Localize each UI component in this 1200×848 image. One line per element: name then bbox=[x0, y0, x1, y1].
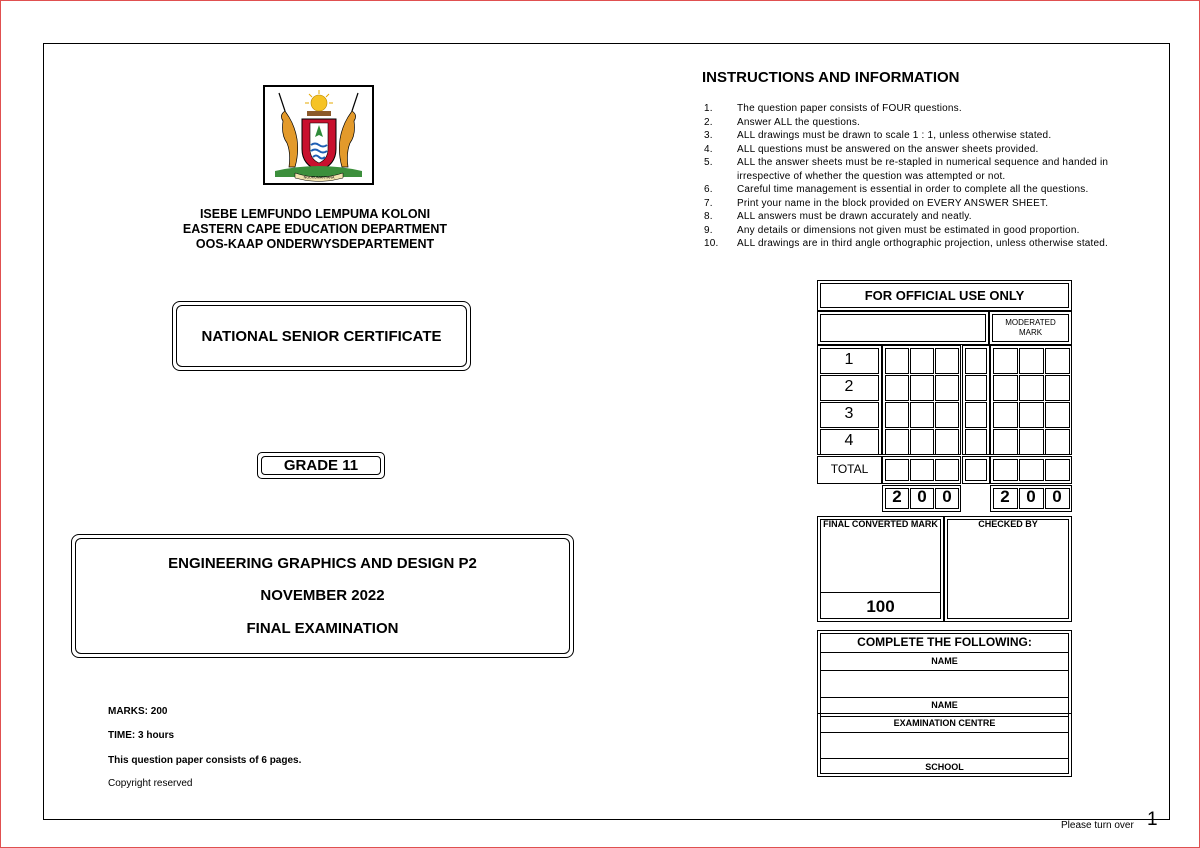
exam-time: TIME: 3 hours bbox=[108, 730, 175, 741]
moderated-digit-cell bbox=[1045, 375, 1070, 401]
instruction-item bbox=[704, 224, 1144, 238]
exam-date: NOVEMBER 2022 bbox=[260, 587, 385, 605]
mark-digit-cell bbox=[885, 429, 909, 455]
instruction-text: ALL the answer sheets must be re-stapled in numerical sequence and handed in irrespective of whether the question was attempted or not. bbox=[737, 157, 1109, 182]
question-number: 1 bbox=[844, 351, 854, 368]
exam-type: FINAL EXAMINATION bbox=[246, 620, 399, 638]
moderated-mark-label: MODERATED MARK bbox=[1005, 318, 1056, 337]
name-label-2: NAME bbox=[931, 700, 958, 710]
total-moderated-digit-cell bbox=[1019, 459, 1044, 481]
max-moderated-digit: 0 bbox=[1052, 487, 1062, 506]
instruction-item bbox=[704, 116, 1144, 130]
name-label-1: NAME bbox=[931, 656, 958, 666]
instruction-number: 2. bbox=[704, 116, 713, 128]
total-digit-cell bbox=[935, 459, 959, 481]
divider bbox=[820, 758, 1069, 759]
divider bbox=[820, 732, 1069, 733]
total-moderated-digit-cell bbox=[1045, 459, 1070, 481]
instruction-number: 4. bbox=[704, 143, 713, 155]
max-mark-digit: 2 bbox=[892, 487, 902, 506]
copyright: Copyright reserved bbox=[108, 778, 193, 789]
total-initials-cell bbox=[965, 459, 987, 481]
mark-digit-cell bbox=[910, 429, 934, 455]
moderated-digit-cell bbox=[993, 375, 1018, 401]
mark-digit-cell bbox=[935, 402, 959, 428]
total-digit-cell bbox=[885, 459, 909, 481]
complete-following-title: COMPLETE THE FOLLOWING: bbox=[857, 635, 1032, 649]
total-label: TOTAL bbox=[830, 462, 869, 476]
instruction-item bbox=[704, 102, 1144, 116]
instructions-title: INSTRUCTIONS AND INFORMATION bbox=[702, 69, 960, 86]
mark-digit-cell bbox=[885, 375, 909, 401]
final-converted-divider bbox=[820, 592, 941, 593]
final-converted-label: FINAL CONVERTED MARK bbox=[823, 519, 938, 529]
question-number: 3 bbox=[844, 405, 854, 422]
instruction-text: Any details or dimensions not given must be estimated in good proportion. bbox=[737, 224, 1080, 236]
instruction-number: 7. bbox=[704, 197, 713, 209]
instruction-text: ALL drawings must be drawn to scale 1 : 1, unless otherwise stated. bbox=[737, 130, 1052, 141]
department-block bbox=[160, 207, 470, 252]
certificate-title: NATIONAL SENIOR CERTIFICATE bbox=[201, 327, 442, 345]
mark-digit-cell bbox=[885, 348, 909, 374]
initials-cell bbox=[965, 402, 987, 428]
total-moderated-digit-cell bbox=[993, 459, 1018, 481]
max-mark-digit: 0 bbox=[917, 487, 927, 506]
moderated-digit-cell bbox=[1019, 348, 1044, 374]
divider bbox=[820, 697, 1069, 698]
mark-digit-cell bbox=[935, 429, 959, 455]
mark-digit-cell bbox=[935, 375, 959, 401]
marks-total: MARKS: 200 bbox=[108, 706, 168, 717]
eastern-cape-coat-of-arms bbox=[263, 85, 374, 185]
mark-digit-cell bbox=[910, 348, 934, 374]
moderated-digit-cell bbox=[993, 348, 1018, 374]
instruction-number: 3. bbox=[704, 130, 713, 141]
instructions-list bbox=[704, 102, 1144, 251]
question-number: 4 bbox=[844, 432, 854, 449]
exam-centre-label: EXAMINATION CENTRE bbox=[893, 718, 996, 728]
grade-label: GRADE 11 bbox=[283, 457, 359, 474]
instruction-item bbox=[704, 143, 1144, 157]
instruction-item bbox=[704, 183, 1144, 197]
instruction-item bbox=[704, 210, 1144, 224]
instruction-text: ALL answers must be drawn accurately and neatly. bbox=[737, 211, 972, 222]
moderated-digit-cell bbox=[1045, 429, 1070, 455]
instruction-item bbox=[704, 237, 1144, 251]
instruction-text: Print your name in the block provided on EVERY ANSWER SHEET. bbox=[737, 197, 1049, 209]
subject-box bbox=[71, 534, 574, 658]
page-number: 1 bbox=[1147, 809, 1158, 830]
school-label: SCHOOL bbox=[925, 762, 964, 772]
instruction-number: 8. bbox=[704, 211, 713, 222]
instruction-item bbox=[704, 197, 1144, 211]
max-moderated-digit: 0 bbox=[1026, 487, 1036, 506]
crest-motto: NGOKUMANYANA bbox=[303, 175, 335, 180]
mark-digit-cell bbox=[910, 375, 934, 401]
divider bbox=[820, 670, 1069, 671]
instruction-text: Careful time management is essential in order to complete all the questions. bbox=[737, 184, 1089, 195]
official-use-title: FOR OFFICIAL USE ONLY bbox=[864, 288, 1025, 303]
instruction-number: 9. bbox=[704, 224, 713, 236]
total-digit-cell bbox=[910, 459, 934, 481]
instruction-number: 6. bbox=[704, 184, 713, 195]
instruction-text: ALL drawings are in third angle orthographic projection, unless otherwise stated. bbox=[737, 238, 1109, 249]
instruction-item bbox=[704, 156, 1144, 183]
please-turn-over: Please turn over bbox=[1061, 820, 1134, 831]
divider bbox=[818, 713, 1071, 714]
divider bbox=[820, 652, 1069, 653]
department-line-english: EASTERN CAPE EDUCATION DEPARTMENT bbox=[182, 222, 448, 236]
instruction-text: ALL questions must be answered on the answer sheets provided. bbox=[737, 143, 1039, 155]
page-count: This question paper consists of 6 pages. bbox=[108, 755, 302, 766]
moderated-digit-cell bbox=[993, 429, 1018, 455]
max-moderated-digit: 2 bbox=[1000, 487, 1010, 506]
initials-cell bbox=[965, 429, 987, 455]
instruction-number: 1. bbox=[704, 103, 713, 114]
moderated-digit-cell bbox=[1019, 429, 1044, 455]
moderated-digit-cell bbox=[1019, 375, 1044, 401]
grade-box bbox=[257, 452, 385, 479]
moderated-mark-header bbox=[989, 311, 1072, 345]
checked-by-box bbox=[944, 516, 1072, 622]
marker-name-cell bbox=[817, 311, 989, 345]
subject-name: ENGINEERING GRAPHICS AND DESIGN P2 bbox=[168, 554, 477, 572]
mark-digit-cell bbox=[935, 348, 959, 374]
instruction-number: 10. bbox=[704, 238, 719, 249]
certificate-box bbox=[172, 301, 471, 371]
instruction-item bbox=[704, 129, 1144, 143]
moderated-digit-cell bbox=[1045, 402, 1070, 428]
instruction-text: The question paper consists of FOUR questions. bbox=[737, 103, 962, 114]
instruction-text: Answer ALL the questions. bbox=[737, 116, 861, 128]
divider bbox=[820, 716, 1069, 717]
department-line-afrikaans: OOS-KAAP ONDERWYSDEPARTEMENT bbox=[195, 237, 435, 251]
instruction-number: 5. bbox=[704, 157, 713, 168]
question-number: 2 bbox=[844, 378, 854, 395]
initials-cell bbox=[965, 375, 987, 401]
max-mark-digit: 0 bbox=[942, 487, 952, 506]
moderated-digit-cell bbox=[1045, 348, 1070, 374]
initials-cell bbox=[965, 348, 987, 374]
final-converted-value: 100 bbox=[866, 597, 895, 616]
moderated-digit-cell bbox=[993, 402, 1018, 428]
checked-by-label: CHECKED BY bbox=[978, 519, 1038, 529]
mark-digit-cell bbox=[910, 402, 934, 428]
department-line-xhosa: ISEBE LEMFUNDO LEMPUMA KOLONI bbox=[199, 207, 431, 221]
official-use-header bbox=[817, 280, 1072, 311]
mark-digit-cell bbox=[885, 402, 909, 428]
moderated-digit-cell bbox=[1019, 402, 1044, 428]
